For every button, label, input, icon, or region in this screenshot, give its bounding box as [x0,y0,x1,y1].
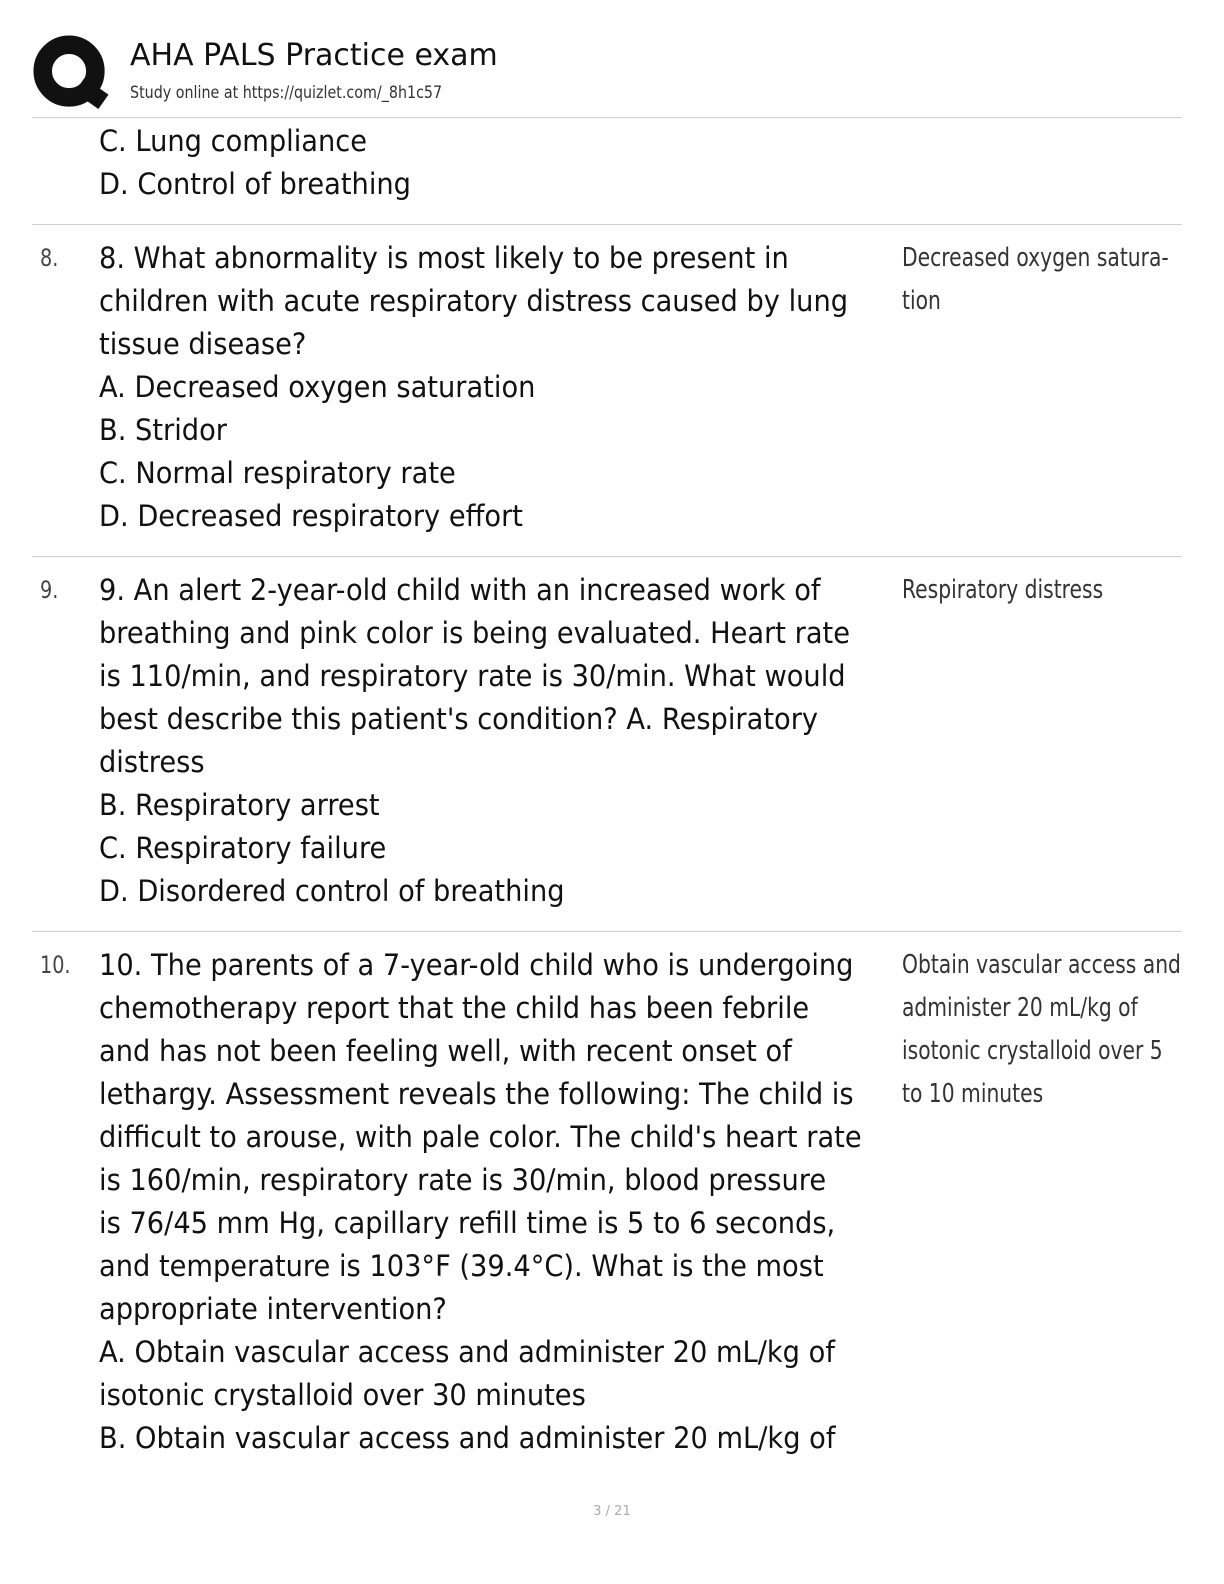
question-line: lethargy. Assessment reveals the following: The child is [99,1077,854,1111]
question-line: appropriate intervention? [99,1292,447,1326]
question-line: 9. An alert 2-year-old child with an increased work of [99,573,821,607]
divider [32,117,1182,118]
question-line: isotonic crystalloid over 30 minutes [99,1378,586,1412]
study-online-link[interactable]: Study online at https://quizlet.com/_8h1c57 [130,83,443,103]
option-line: C. Lung compliance [99,124,368,158]
option-line: D. Control of breathing [99,167,411,201]
question-line: D. Disordered control of breathing [99,874,565,908]
question-text [99,569,899,913]
question-line: B. Stridor [99,413,228,447]
question-text [99,237,899,538]
question-line: A. Decreased oxygen saturation [99,370,536,404]
answer-text [902,944,1192,1116]
card-number: 9. [40,576,59,604]
question-line: D. Decreased respiratory effort [99,499,523,533]
divider [32,556,1182,557]
answer-line: administer 20 mL/kg of [902,993,1138,1023]
quizlet-q-logo-icon [32,34,110,112]
page-header [32,30,1182,118]
question-line: is 76/45 mm Hg, capillary refill time is 5 to 6 seconds, [99,1206,836,1240]
question-line: B. Respiratory arrest [99,788,380,822]
question-line: breathing and pink color is being evaluated. Heart rate [99,616,851,650]
question-line: chemotherapy report that the child has been febrile [99,991,810,1025]
question-line: distress [99,745,205,779]
question-line: is 110/min, and respiratory rate is 30/min. What would [99,659,846,693]
question-line: and has not been feeling well, with recent onset of [99,1034,792,1068]
answer-line: tion [902,286,941,316]
question-line: and temperature is 103°F (39.4°C). What is the most [99,1249,824,1283]
question-line: best describe this patient's condition? A. Respiratory [99,702,819,736]
card-number: 10. [40,951,71,979]
divider [32,931,1182,932]
divider [32,224,1182,225]
question-line: C. Normal respiratory rate [99,456,456,490]
question-line: B. Obtain vascular access and administer 20 mL/kg of [99,1421,836,1455]
question-line: A. Obtain vascular access and administer 20 mL/kg of [99,1335,835,1369]
document-title: AHA PALS Practice exam [130,38,498,73]
answer-text [902,569,1192,612]
page-number: 3 / 21 [593,1504,631,1519]
question-line: children with acute respiratory distress caused by lung [99,284,849,318]
question-text [99,944,899,1460]
question-line: C. Respiratory failure [99,831,387,865]
question-line: is 160/min, respiratory rate is 30/min, blood pressure [99,1163,827,1197]
question-line: difficult to arouse, with pale color. The child's heart rate [99,1120,862,1154]
question-line: tissue disease? [99,327,307,361]
question-line: 8. What abnormality is most likely to be present in [99,241,789,275]
answer-line: Respiratory distress [902,575,1104,605]
answer-text [902,237,1192,323]
answer-line: Obtain vascular access and [902,950,1181,980]
card-number: 8. [40,244,59,272]
question-line: 10. The parents of a 7-year-old child who is undergoing [99,948,854,982]
answer-line: isotonic crystalloid over 5 [902,1036,1163,1066]
answer-line: Decreased oxygen satura- [902,243,1169,273]
answer-line: to 10 minutes [902,1079,1044,1109]
